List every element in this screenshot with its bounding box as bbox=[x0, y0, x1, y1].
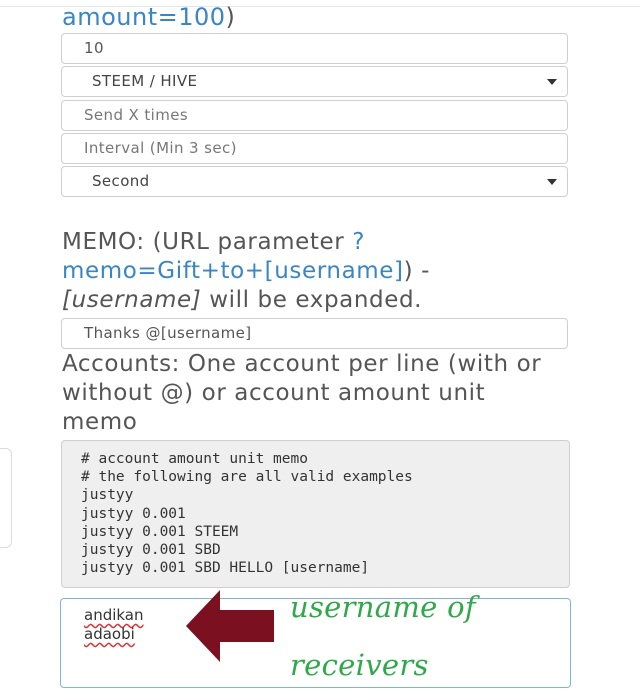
currency-select-value: STEEM / HIVE bbox=[92, 72, 198, 90]
annotation-line-1: username of bbox=[290, 590, 476, 624]
interval-unit-value: Second bbox=[92, 172, 150, 190]
amount-parameter-heading: amount=100) bbox=[62, 3, 236, 31]
memo-input[interactable]: Thanks @[username] bbox=[61, 318, 568, 349]
amount-input[interactable]: 10 bbox=[61, 33, 568, 64]
memo-label: MEMO: (URL parameter ?memo=Gift+to+[username]) - [username] will be expanded. bbox=[62, 229, 430, 313]
accounts-example-textarea[interactable] bbox=[61, 440, 570, 588]
send-times-input[interactable]: Send X times bbox=[61, 100, 568, 131]
interval-input[interactable]: Interval (Min 3 sec) bbox=[61, 133, 568, 164]
amount-param-link[interactable]: amount=100 bbox=[62, 3, 226, 31]
example-line: # the following are all valid examples bbox=[81, 469, 413, 486]
currency-select[interactable] bbox=[61, 66, 568, 97]
example-line: justyy 0.001 SBD bbox=[81, 542, 221, 559]
example-line: justyy 0.001 SBD HELLO [username] bbox=[81, 560, 370, 577]
example-line: justyy 0.001 STEEM bbox=[81, 523, 239, 540]
receiver-entry: adaobi bbox=[84, 625, 135, 643]
example-line: justyy bbox=[81, 487, 134, 504]
receiver-entry: andikan bbox=[84, 606, 144, 624]
chevron-down-icon bbox=[547, 179, 557, 185]
chevron-down-icon bbox=[547, 79, 557, 85]
example-line: justyy 0.001 bbox=[81, 505, 186, 522]
memo-param-link[interactable]: ?memo=Gift+to+[username] bbox=[62, 229, 404, 284]
arrow-left-icon bbox=[186, 590, 281, 662]
example-line: # account amount unit memo bbox=[81, 451, 308, 467]
annotation-text bbox=[290, 578, 476, 694]
interval-unit-select[interactable] bbox=[61, 166, 568, 197]
side-scroll-tab[interactable] bbox=[0, 448, 12, 548]
accounts-label: Accounts: One account per line (with or without @) or account amount unit memo bbox=[62, 351, 542, 435]
annotation-line-2: receivers bbox=[290, 648, 429, 682]
